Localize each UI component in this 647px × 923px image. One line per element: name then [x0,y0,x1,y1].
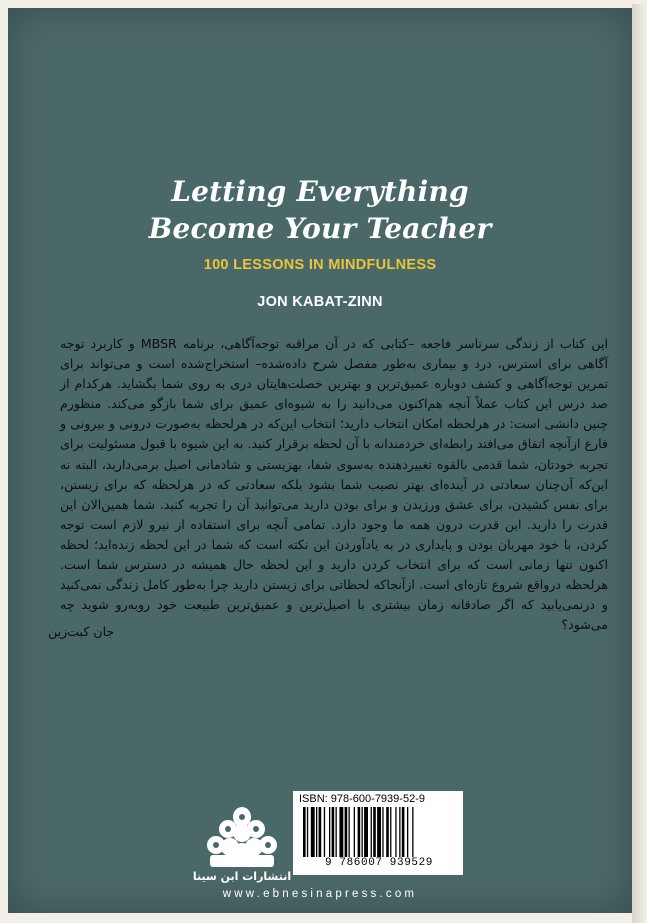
page-edge [632,4,647,923]
book-subtitle: 100 LESSONS IN MINDFULNESS [203,257,437,273]
book-title-line-1: Letting Everything [171,175,469,208]
blurb-signature: جان کبت‌زین [48,624,115,639]
isbn-label: ISBN: 978-600-7939-52-9 [299,793,425,805]
barcode-icon [301,807,457,857]
publisher-website: www.ebnesinapress.com [222,888,418,900]
book-back-cover [8,8,632,913]
publisher-name: انتشارات ابن سینا [192,870,292,883]
blurb-paragraph: این کتاب از زندگی سرتاسر فاجعه –کتابی که در آن مراقبه توجه‌آگاهی، برنامه MBSR و کاربرد توجه آگاهی برای استرس، درد و بیماری به‌طور مفصل شرح داده‌شده– استخراج‌شده است و می‌تواند برای تمرین توجه‌آگاهی و کشف دوباره عمیق‌ترین و بهترین خصلت‌هایتان دری به روی شما بگشاید. هرکدام از صد درس این کتاب عملاً آنچه هم‌اکنون می‌دانید را به شیوه‌ای عمیق برای شما بازگو می‌کند. منظورم چنین دانشی است: در هرلحظه امکان انتخاب دارید؛ انتخاب این‌که در هرلحظه به‌صورت درونی و بیرونی و فارغ ازآنچه اتفاق می‌افتد رابطه‌ای خردمندانه با آن لحظه برقرار کنید. به این شیوه با قبول مسئولیت برای تجربه خودتان، شما قدمی بالقوه تغییردهنده به‌سوی شفا، بهزیستی و شادمانی اصیل برمی‌دارید، البته نه این‌که آن‌چنان سعادتی در آینده‌ای بهتر نصیب شما بشود بلکه سعادتی که در هرلحظه که برای زیستن، برای نفس کشیدن، برای عشق ورزیدن و برای بودن دارید می‌توانید آن را تجربه کنید. شما همین‌الان این قدرت را دارید. این قدرت درون همه ما وجود دارد. تمامی آنچه برای استفاده از نیرو لازم است توجه کردن، با خود مهربان بودن و پایداری در به یادآوردن این نکته است که شما در این لحظه زنده‌اید؛ لحظه اکنون تنها زمانی است که برای انتخاب کردن دارید و این لحظه حال همیشه در دسترس شما است. هرلحظه درواقع شروع تازه‌ای است. ازآنجاکه لحظاتی برای زیستن دارید چرا به‌طور کامل زندگی نمی‌کنید و درنمی‌یابید که اگر صادقانه زمان بیشتری با اصیل‌ترین و عمیق‌ترین طبیعت خود روبه‌رو شوید چه می‌شود؟ [60,336,608,633]
isbn-barcode-block [293,791,463,875]
barcode-digits: 9 786007 939529 [324,857,434,869]
publisher-logo-icon [202,803,282,873]
book-author: JON KABAT-ZINN [257,294,383,310]
book-title-line-2: Become Your Teacher [148,212,492,245]
book-blurb [60,334,608,635]
